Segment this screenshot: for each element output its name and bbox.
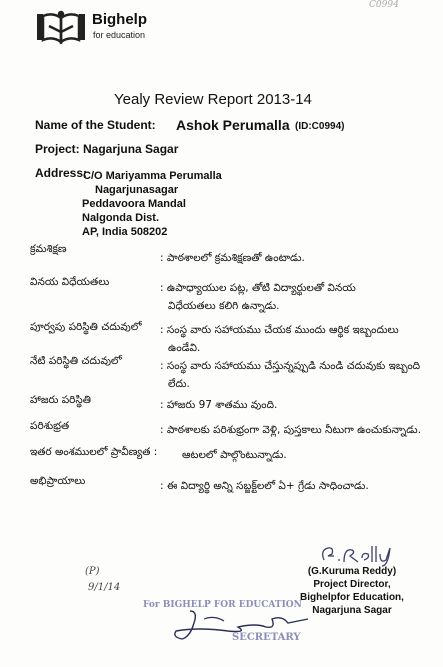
signatory-location: Nagarjuna Sagar [312,605,392,616]
row-label-other-skills: ఇతర అంశములలో ప్రావీణ్యత : [30,446,158,458]
student-name-value: Ashok Perumalla [176,117,290,133]
logo-name: Bighelp [92,11,147,28]
row-label-previous-status: పూర్వపు పరిస్థితి చదువులో [30,321,142,333]
row-value-current-status-cont: లేదు. [168,378,190,390]
signatory-org: Bighelpfor Education, [300,592,404,603]
address-line: C/O Mariyamma Perumalla [83,170,222,182]
stamp-top-text: For BIGHELP FOR EDUCATION [143,600,302,610]
address-label: Address: [35,166,88,180]
address-line: Peddavoora Mandal [82,198,186,210]
row-value-humility-cont: విధేయతలు కలిగి ఉన్నాడు. [168,300,280,312]
signatory-name: (G.Kuruma Reddy) [307,566,397,577]
row-label-attendance: హాజరు పరిస్థితి [30,394,91,406]
row-label-humility: వినయ విధేయతలు [30,276,110,288]
initial-mark: (P) [85,566,100,577]
row-label-current-status: నేటి పరిస్థితి చదువులో [30,355,122,367]
row-label-discipline: క్రమశిక్షణ [30,243,67,255]
row-value-previous-status-cont: ఉండేవి. [168,342,201,354]
address-line: Nagarjunasagar [95,184,179,196]
logo-subtitle: for education [93,30,146,40]
row-label-cleanliness: పరిశుభ్రత [30,420,70,432]
row-label-opinions: అభిప్రాయాలు [30,475,86,487]
corner-handwritten-note: C0994 [369,0,399,10]
bighelp-logo-icon [37,10,87,48]
report-title: Yealy Review Report 2013-14 [114,91,312,108]
signatory-title: Project Director, [313,579,391,590]
student-id: (ID:C0994) [295,121,345,132]
row-value-cleanliness: : పాఠశాలకు పరిశుభ్రంగా వెళ్లి, పుస్తకాలు నీటుగా ఉంచుకున్నాడు. [160,424,422,436]
row-value-attendance: : హాజరు 97 శాతము వుంది. [160,399,278,411]
address-line: Nalgonda Dist. [82,212,160,224]
row-value-discipline: : పాఠశాలలో క్రమశిక్షణతో ఉంటాడు. [160,252,305,264]
row-value-previous-status: : సంస్థ వారు సహాయము చేయక ముందు ఆర్థిక ఇబ్బందులు [160,324,399,336]
row-value-other-skills: ఆటలలో పాల్గొంటున్నాడు. [182,449,287,461]
student-name-label: Name of the Student: [35,118,156,132]
row-value-opinions: : ఈ విద్యార్థి అన్ని సబ్జక్ట్‌లలో ఏ+ గ్రేడు సాధించాడు. [160,480,369,492]
row-value-current-status: : సంస్థ వారు సహాయము చేస్తున్నప్పుడి నుండి చదువుకు ఇబ్బంది [160,360,421,372]
initial-date: 9/1/14 [88,582,121,593]
address-line: AP, India 508202 [82,226,168,238]
row-value-humility: : ఉపాధ్యాయుల పట్ల, తోటి విద్యార్థులతో వినయ [160,282,356,294]
stamp-bottom-text: SECRETARY [232,632,301,643]
project-label: Project: Nagarjuna Sagar [35,142,179,156]
